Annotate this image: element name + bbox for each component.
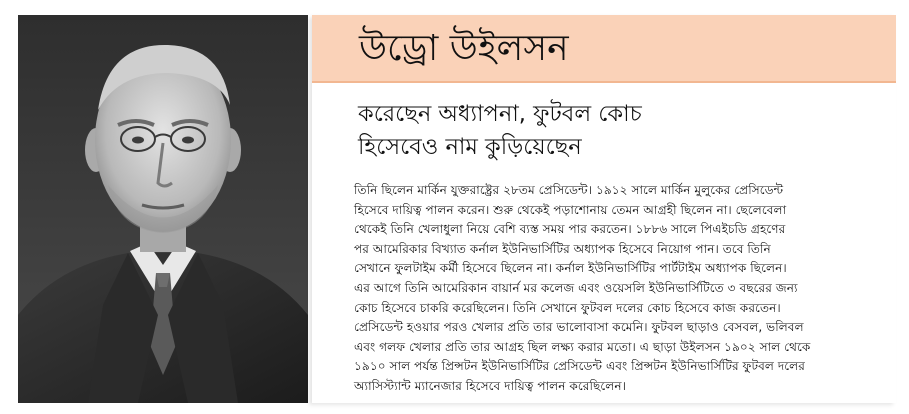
body-line: থেকেই তিনি খেলাধুলা নিয়ে বেশি ব্যস্ত সময় পার করতেন। ১৮৮৬ সালে পিএইচডি গ্রহণের: [354, 222, 786, 237]
subtitle-line: করেছেন অধ্যাপনা, ফুটবল কোচ: [358, 101, 642, 127]
article-panel: [312, 15, 896, 403]
article-title: উড্রো উইলসন: [359, 28, 569, 69]
body-line: প্রেসিডেন্ট হওয়ার পরও খেলার প্রতি তার ভালোবাসা কমেনি। ফুটবল ছাড়াও বেসবল, ভলিবল: [354, 320, 804, 335]
body-line: কোচ হিসেবে চাকরি করেছিলেন। তিনি সেখানে ফুটবল দলের কোচ হিসেবে কাজ করতেন।: [354, 300, 781, 315]
article-subtitle: [358, 98, 878, 164]
body-line: তিনি ছিলেন মার্কিন যুক্তরাষ্ট্রের ২৮তম প্রেসিডেন্ট। ১৯১২ সালে মার্কিন মুলুকের প্রেসিডেন্ট: [354, 183, 784, 197]
body-line: অ্যাসিস্ট্যান্ট ম্যানেজার হিসেবে দায়িত্ব পালন করেছিলেন।: [354, 378, 626, 393]
body-line: সেখানে ফুলটাইম কর্মী হিসেবে ছিলেন না। কর্নাল ইউনিভার্সিটির পার্টটাইম অধ্যাপক ছিলেন।: [354, 261, 787, 276]
portrait-illustration: [18, 15, 308, 403]
body-line: এবং গলফ খেলার প্রতি তার আগ্রহ ছিল লক্ষ্য করার মতো। এ ছাড়া উইলসন ১৯০২ সাল থেকে: [354, 339, 811, 354]
title-divider: [312, 81, 896, 83]
body-line: হিসেবে দায়িত্ব পালন করেন। শুরু থেকেই পড়াশোনায় তেমন আগ্রহী ছিলেন না। ছেলেবেলা: [354, 202, 787, 217]
subtitle-line: হিসেবেও নাম কুড়িয়েছেন: [358, 134, 582, 160]
body-line: পর আমেরিকার বিখ্যাত কর্নাল ইউনিভার্সিটির অধ্যাপক হিসেবে নিয়োগ পান। তবে তিনি: [354, 241, 771, 256]
body-line: ১৯১০ সাল পর্যন্ত প্রিন্সটন ইউনিভার্সিটির প্রেসিডেন্ট এবং প্রিন্সটন ইউনিভার্সিটির ফুটবল দলের: [354, 359, 805, 374]
title-bar: [312, 15, 896, 81]
portrait-photo: [18, 15, 308, 403]
article-body: [354, 181, 888, 397]
body-line: এর আগে তিনি আমেরিকান বায়ার্ন মর কলেজ এবং ওয়েসলি ইউনিভার্সিটিতে ৩ বছরের জন্য: [354, 280, 798, 295]
